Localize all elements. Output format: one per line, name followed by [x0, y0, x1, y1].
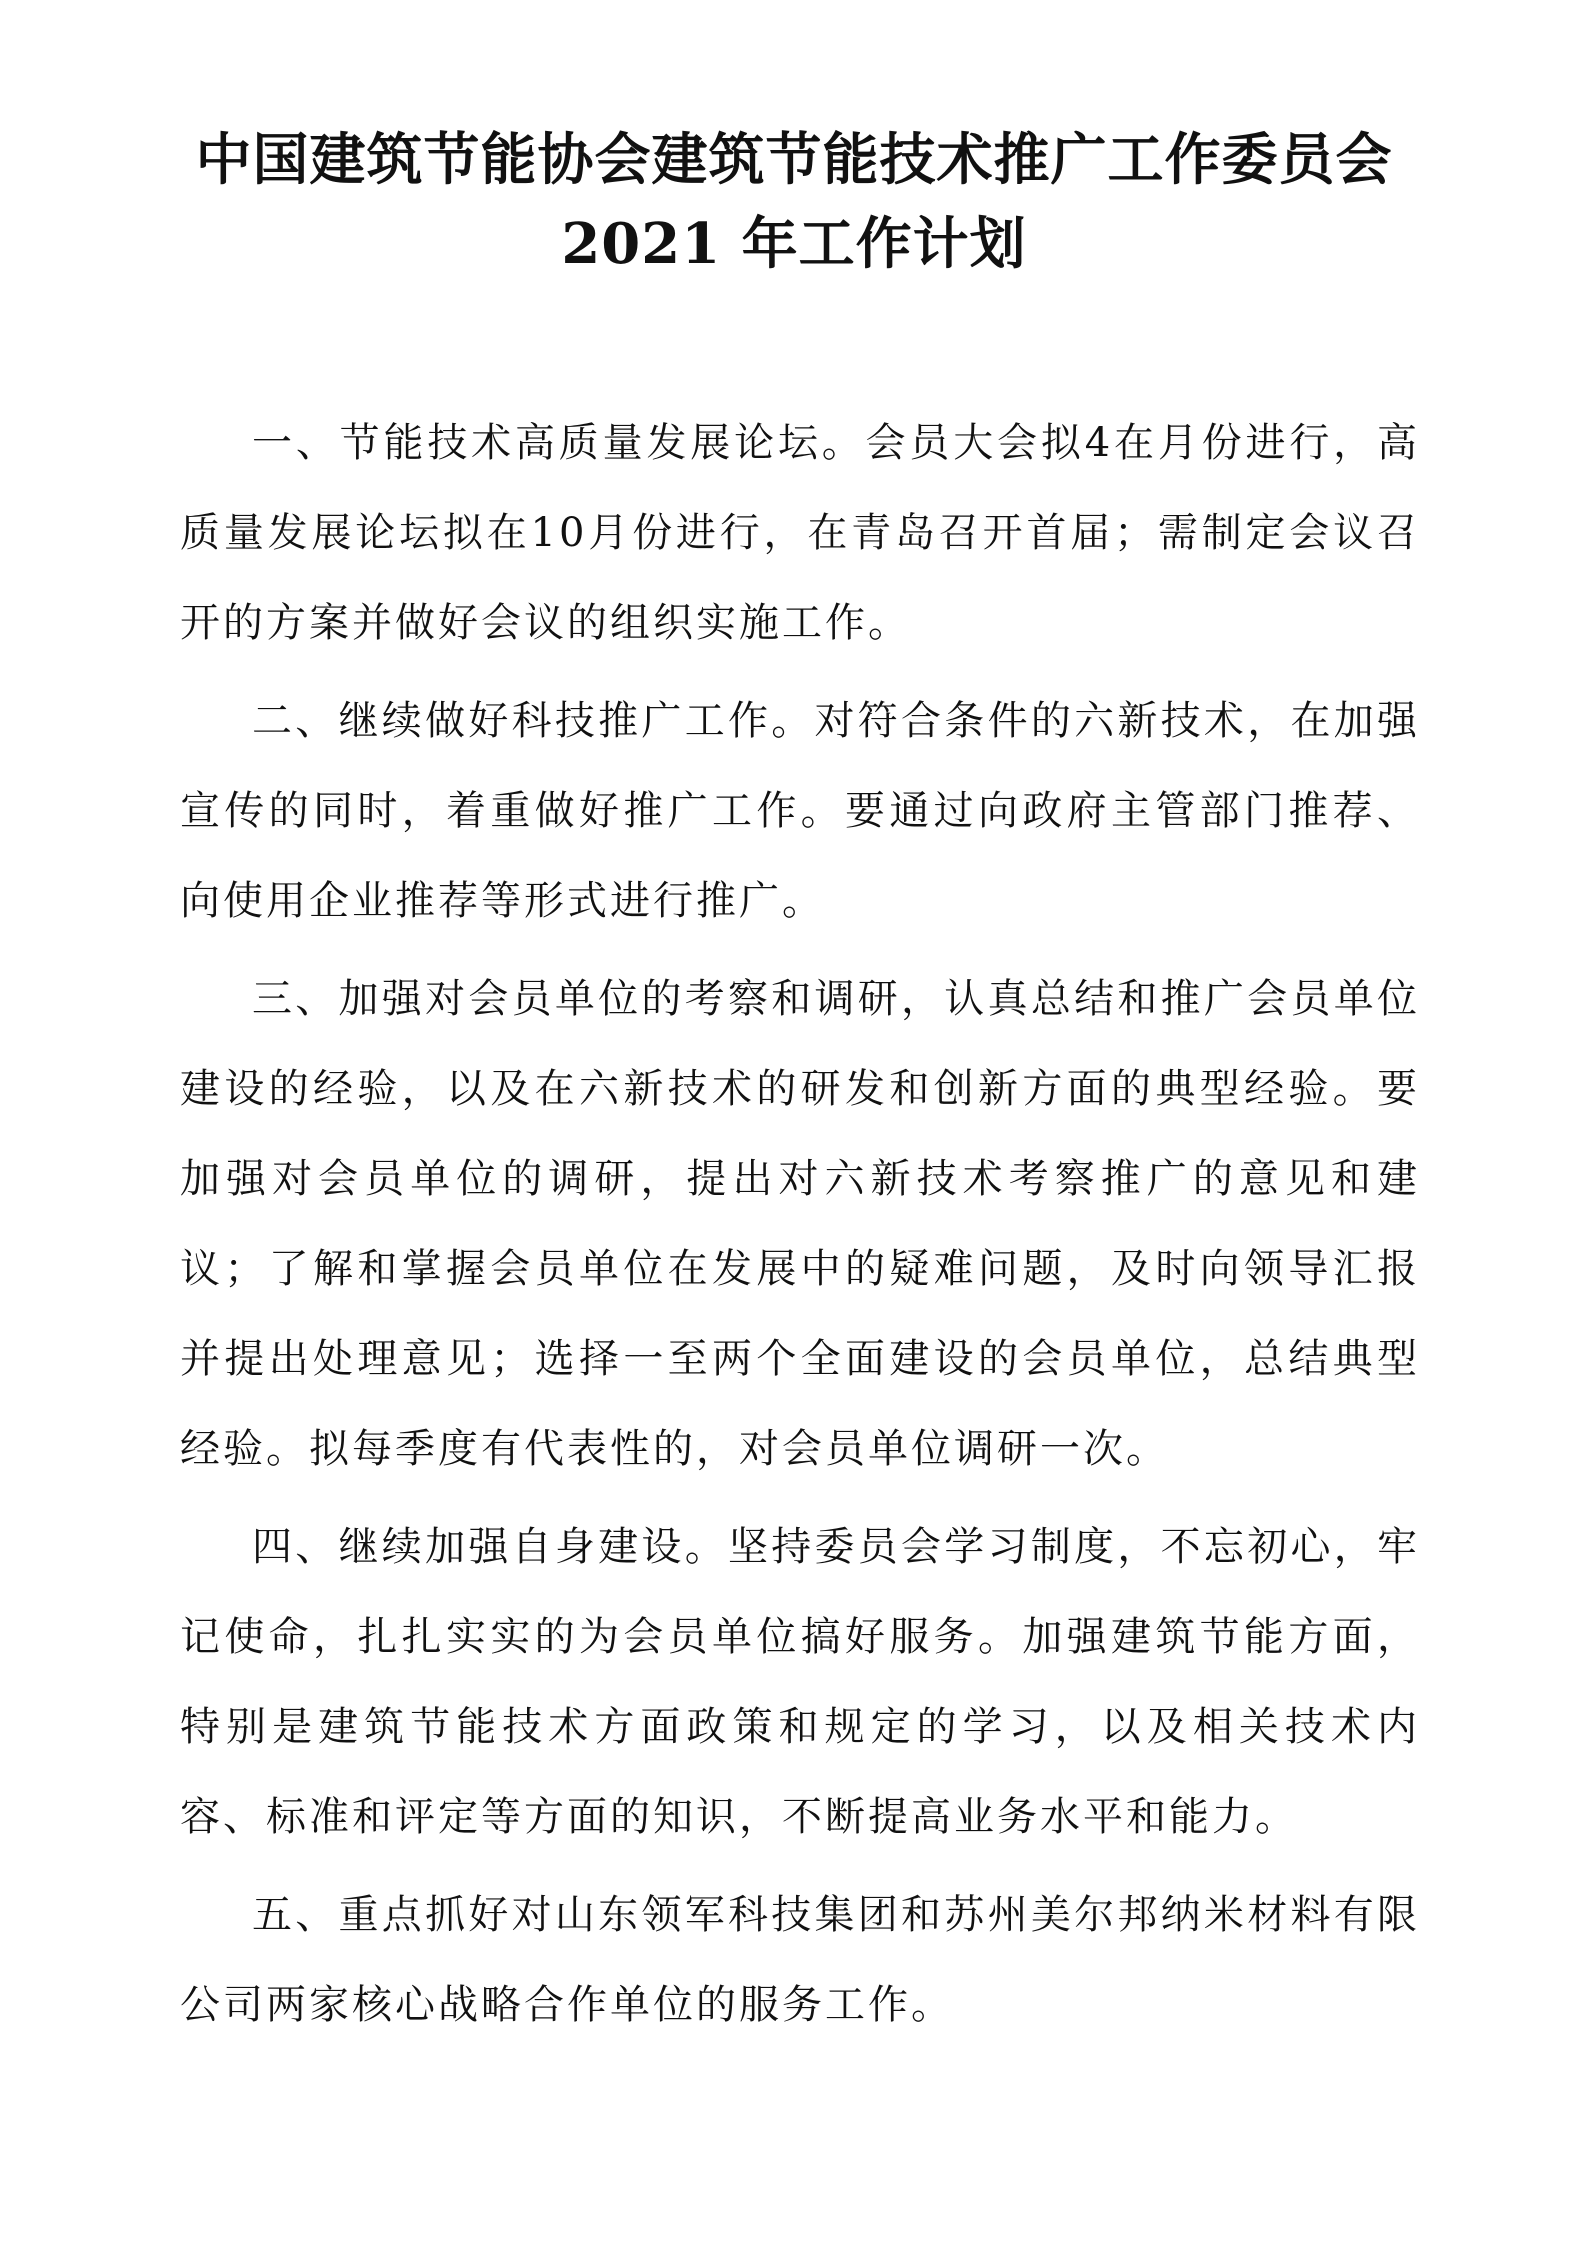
- paragraph-4: 四、继续加强自身建设。坚持委员会学习制度，不忘初心，牢记使命，扎扎实实的为会员单位搞好服务。加强建筑节能方面，特别是建筑节能技术方面政策和规定的学习，以及相关技术内容、标准和评定等方面的知识，不断提高业务水平和能力。: [180, 1524, 1420, 1840]
- paragraph-5: 五、重点抓好对山东领军科技集团和苏州美尔邦纳米材料有限公司两家核心战略合作单位的服务工作。: [180, 1892, 1420, 2028]
- document-title-line-2: 2021 年工作计划: [561, 211, 1027, 277]
- document-title-line-1: 中国建筑节能协会建筑节能技术推广工作委员会: [195, 127, 1393, 193]
- paragraph-3: 三、加强对会员单位的考察和调研，认真总结和推广会员单位建设的经验，以及在六新技术的研发和创新方面的典型经验。要加强对会员单位的调研，提出对六新技术考察推广的意见和建议；了解和掌握会员单位在发展中的疑难问题，及时向领导汇报并提出处理意见；选择一至两个全面建设的会员单位，总结典型经验。拟每季度有代表性的，对会员单位调研一次。: [180, 976, 1420, 1472]
- paragraph-1: 一、节能技术高质量发展论坛。会员大会拟4在月份进行，高质量发展论坛拟在10月份进行，在青岛召开首届；需制定会议召开的方案并做好会议的组织实施工作。: [180, 420, 1420, 646]
- paragraph-2: 二、继续做好科技推广工作。对符合条件的六新技术，在加强宣传的同时，着重做好推广工作。要通过向政府主管部门推荐、向使用企业推荐等形式进行推广。: [180, 698, 1420, 924]
